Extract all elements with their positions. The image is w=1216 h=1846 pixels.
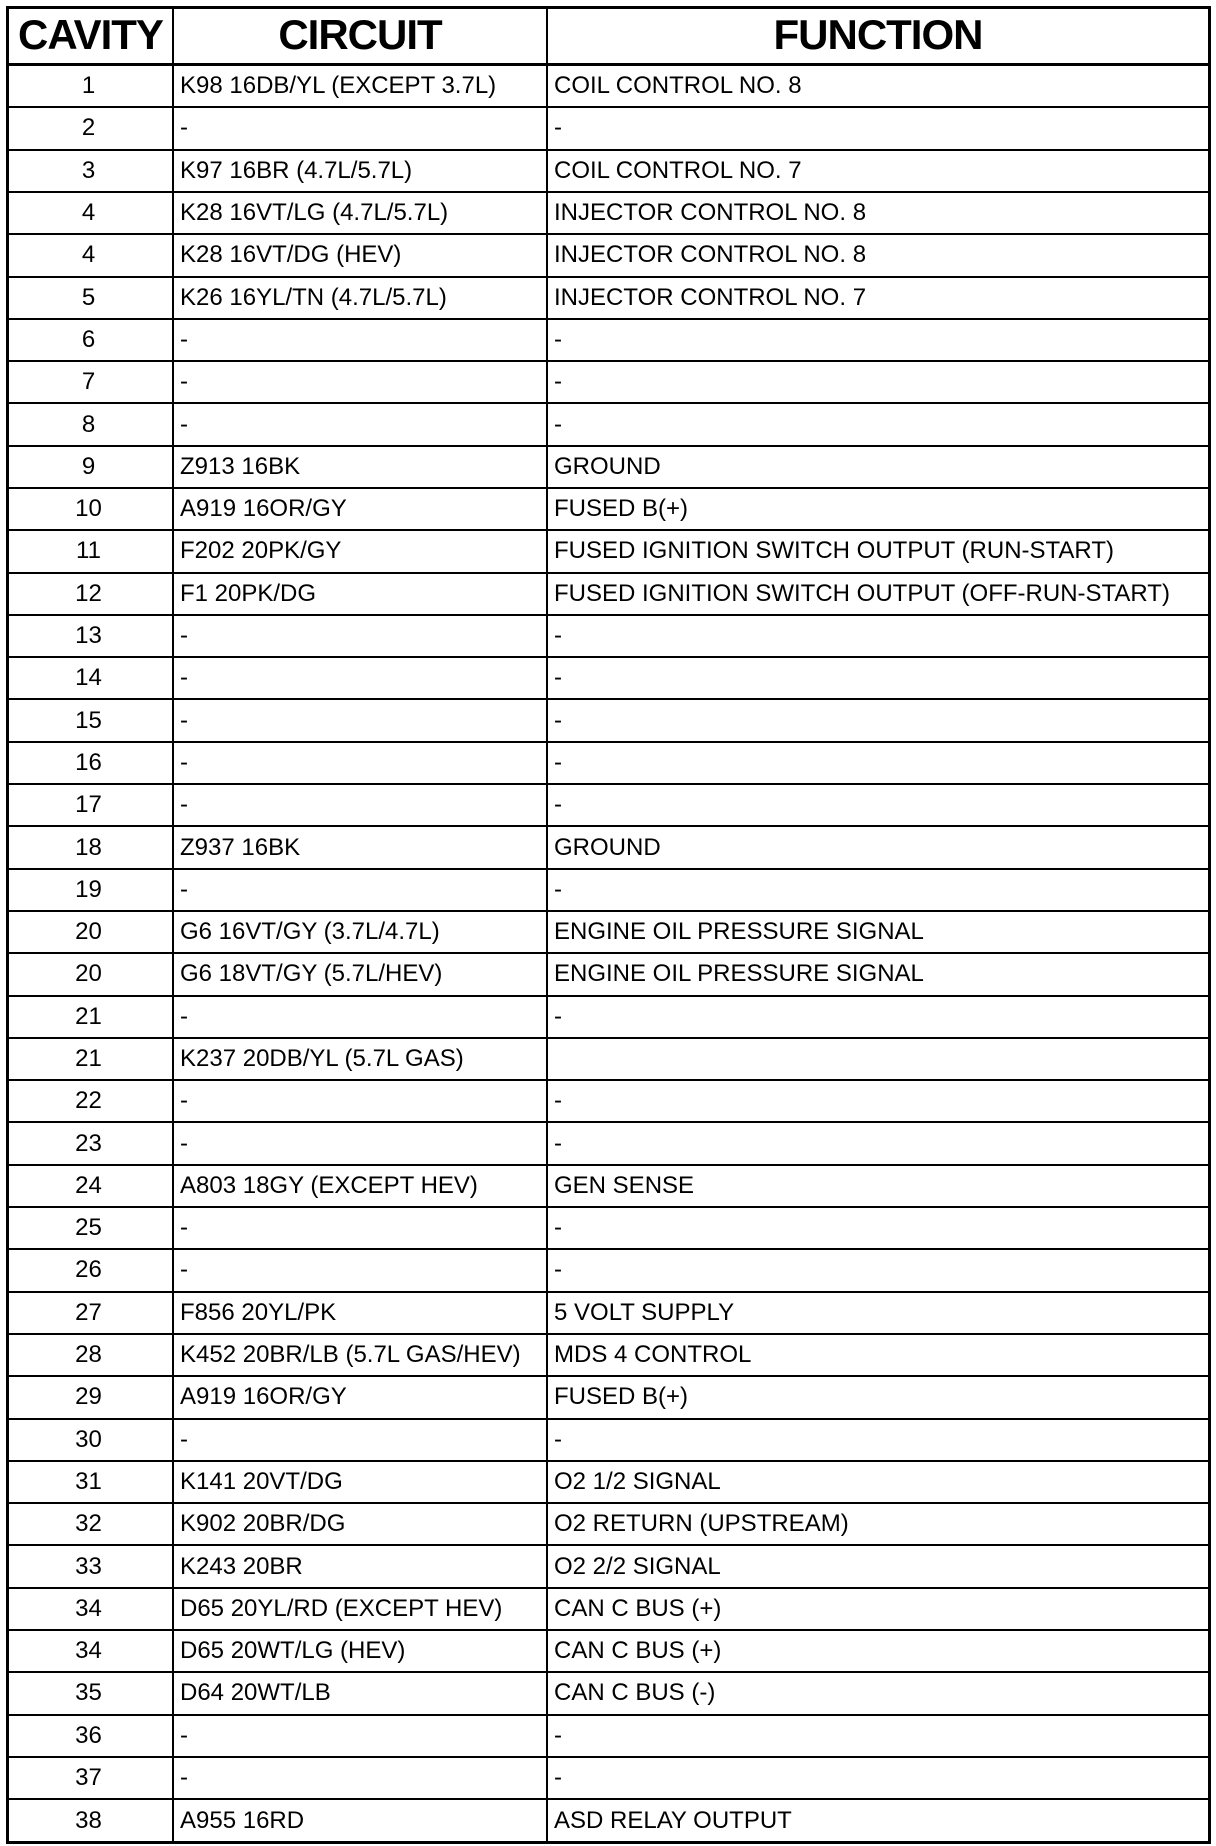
table-row bbox=[9, 1503, 1208, 1545]
circuit-cell: - bbox=[173, 1207, 547, 1249]
function-cell: COIL CONTROL NO. 7 bbox=[547, 150, 1208, 192]
cavity-cell: 18 bbox=[9, 826, 173, 868]
function-cell: O2 RETURN (UPSTREAM) bbox=[547, 1503, 1208, 1545]
cavity-cell: 34 bbox=[9, 1630, 173, 1672]
function-cell bbox=[547, 1038, 1208, 1080]
circuit-cell: K141 20VT/DG bbox=[173, 1461, 547, 1503]
circuit-cell: - bbox=[173, 107, 547, 149]
circuit-cell: G6 16VT/GY (3.7L/4.7L) bbox=[173, 911, 547, 953]
circuit-cell: D65 20YL/RD (EXCEPT HEV) bbox=[173, 1588, 547, 1630]
cavity-cell: 20 bbox=[9, 911, 173, 953]
table-row bbox=[9, 1038, 1208, 1080]
function-cell: - bbox=[547, 319, 1208, 361]
cavity-cell: 3 bbox=[9, 150, 173, 192]
function-cell: INJECTOR CONTROL NO. 8 bbox=[547, 234, 1208, 276]
table-row bbox=[9, 1165, 1208, 1207]
function-cell: - bbox=[547, 615, 1208, 657]
function-cell: O2 1/2 SIGNAL bbox=[547, 1461, 1208, 1503]
cavity-cell: 14 bbox=[9, 657, 173, 699]
cavity-cell: 24 bbox=[9, 1165, 173, 1207]
cavity-cell: 17 bbox=[9, 784, 173, 826]
function-cell: FUSED B(+) bbox=[547, 488, 1208, 530]
circuit-cell: - bbox=[173, 615, 547, 657]
circuit-cell: D65 20WT/LG (HEV) bbox=[173, 1630, 547, 1672]
cavity-cell: 31 bbox=[9, 1461, 173, 1503]
table-row bbox=[9, 657, 1208, 699]
function-cell: GROUND bbox=[547, 446, 1208, 488]
table-row bbox=[9, 826, 1208, 868]
table-row bbox=[9, 319, 1208, 361]
cavity-cell: 22 bbox=[9, 1080, 173, 1122]
cavity-cell: 15 bbox=[9, 699, 173, 741]
cavity-cell: 2 bbox=[9, 107, 173, 149]
table-row bbox=[9, 234, 1208, 276]
table-body bbox=[9, 65, 1208, 1842]
function-cell: CAN C BUS (-) bbox=[547, 1672, 1208, 1714]
circuit-cell: - bbox=[173, 699, 547, 741]
cavity-cell: 12 bbox=[9, 573, 173, 615]
circuit-column-header: CIRCUIT bbox=[173, 9, 547, 65]
cavity-cell: 8 bbox=[9, 403, 173, 445]
function-cell: CAN C BUS (+) bbox=[547, 1588, 1208, 1630]
function-cell: - bbox=[547, 1419, 1208, 1461]
table-row bbox=[9, 1334, 1208, 1376]
circuit-cell: K902 20BR/DG bbox=[173, 1503, 547, 1545]
cavity-cell: 23 bbox=[9, 1122, 173, 1164]
function-cell: - bbox=[547, 869, 1208, 911]
circuit-cell: Z913 16BK bbox=[173, 446, 547, 488]
cavity-cell: 35 bbox=[9, 1672, 173, 1714]
table-row bbox=[9, 1080, 1208, 1122]
function-cell: - bbox=[547, 361, 1208, 403]
function-cell: - bbox=[547, 742, 1208, 784]
circuit-cell: K26 16YL/TN (4.7L/5.7L) bbox=[173, 277, 547, 319]
table-row bbox=[9, 573, 1208, 615]
table-row bbox=[9, 869, 1208, 911]
table-row bbox=[9, 1207, 1208, 1249]
circuit-cell: G6 18VT/GY (5.7L/HEV) bbox=[173, 953, 547, 995]
circuit-cell: - bbox=[173, 784, 547, 826]
function-cell: ASD RELAY OUTPUT bbox=[547, 1799, 1208, 1841]
circuit-cell: K237 20DB/YL (5.7L GAS) bbox=[173, 1038, 547, 1080]
function-cell: - bbox=[547, 1122, 1208, 1164]
table-row bbox=[9, 107, 1208, 149]
cavity-cell: 38 bbox=[9, 1799, 173, 1841]
table-row bbox=[9, 361, 1208, 403]
cavity-cell: 34 bbox=[9, 1588, 173, 1630]
function-cell: - bbox=[547, 403, 1208, 445]
table-row bbox=[9, 911, 1208, 953]
circuit-cell: - bbox=[173, 1419, 547, 1461]
table-row bbox=[9, 1757, 1208, 1799]
function-cell: O2 2/2 SIGNAL bbox=[547, 1545, 1208, 1587]
table-row bbox=[9, 1376, 1208, 1418]
table-row bbox=[9, 403, 1208, 445]
circuit-cell: - bbox=[173, 657, 547, 699]
circuit-cell: - bbox=[173, 742, 547, 784]
function-cell: - bbox=[547, 1080, 1208, 1122]
cavity-cell: 7 bbox=[9, 361, 173, 403]
connector-pinout-table bbox=[9, 9, 1208, 1841]
table-row bbox=[9, 65, 1208, 108]
table-row bbox=[9, 277, 1208, 319]
cavity-cell: 4 bbox=[9, 192, 173, 234]
table-row bbox=[9, 1799, 1208, 1841]
cavity-cell: 28 bbox=[9, 1334, 173, 1376]
function-cell: 5 VOLT SUPPLY bbox=[547, 1292, 1208, 1334]
table-row bbox=[9, 1715, 1208, 1757]
table-row bbox=[9, 1672, 1208, 1714]
table-row bbox=[9, 699, 1208, 741]
circuit-cell: - bbox=[173, 403, 547, 445]
table-row bbox=[9, 996, 1208, 1038]
function-cell: COIL CONTROL NO. 8 bbox=[547, 65, 1208, 108]
cavity-cell: 26 bbox=[9, 1249, 173, 1291]
cavity-cell: 37 bbox=[9, 1757, 173, 1799]
function-cell: GROUND bbox=[547, 826, 1208, 868]
function-cell: - bbox=[547, 996, 1208, 1038]
cavity-cell: 4 bbox=[9, 234, 173, 276]
circuit-cell: K97 16BR (4.7L/5.7L) bbox=[173, 150, 547, 192]
function-cell: CAN C BUS (+) bbox=[547, 1630, 1208, 1672]
function-cell: - bbox=[547, 657, 1208, 699]
function-cell: - bbox=[547, 1207, 1208, 1249]
function-cell: - bbox=[547, 784, 1208, 826]
circuit-cell: D64 20WT/LB bbox=[173, 1672, 547, 1714]
circuit-cell: Z937 16BK bbox=[173, 826, 547, 868]
table-row bbox=[9, 446, 1208, 488]
function-cell: FUSED B(+) bbox=[547, 1376, 1208, 1418]
table-header bbox=[9, 9, 1208, 65]
circuit-cell: - bbox=[173, 1122, 547, 1164]
table-row bbox=[9, 488, 1208, 530]
circuit-cell: - bbox=[173, 1757, 547, 1799]
table-row bbox=[9, 1249, 1208, 1291]
table-row bbox=[9, 192, 1208, 234]
function-cell: ENGINE OIL PRESSURE SIGNAL bbox=[547, 953, 1208, 995]
circuit-cell: A919 16OR/GY bbox=[173, 488, 547, 530]
circuit-cell: K243 20BR bbox=[173, 1545, 547, 1587]
circuit-cell: - bbox=[173, 1080, 547, 1122]
cavity-column-header: CAVITY bbox=[9, 9, 173, 65]
cavity-cell: 33 bbox=[9, 1545, 173, 1587]
function-cell: - bbox=[547, 107, 1208, 149]
circuit-cell: K28 16VT/DG (HEV) bbox=[173, 234, 547, 276]
function-cell: INJECTOR CONTROL NO. 8 bbox=[547, 192, 1208, 234]
circuit-cell: - bbox=[173, 1249, 547, 1291]
circuit-cell: K28 16VT/LG (4.7L/5.7L) bbox=[173, 192, 547, 234]
cavity-cell: 25 bbox=[9, 1207, 173, 1249]
cavity-cell: 21 bbox=[9, 1038, 173, 1080]
table-row bbox=[9, 1292, 1208, 1334]
function-cell: FUSED IGNITION SWITCH OUTPUT (RUN-START) bbox=[547, 530, 1208, 572]
table-row bbox=[9, 784, 1208, 826]
function-cell: - bbox=[547, 1249, 1208, 1291]
function-cell: - bbox=[547, 1715, 1208, 1757]
table-row bbox=[9, 530, 1208, 572]
cavity-cell: 6 bbox=[9, 319, 173, 361]
cavity-cell: 10 bbox=[9, 488, 173, 530]
cavity-cell: 29 bbox=[9, 1376, 173, 1418]
circuit-cell: - bbox=[173, 869, 547, 911]
function-cell: INJECTOR CONTROL NO. 7 bbox=[547, 277, 1208, 319]
circuit-cell: K452 20BR/LB (5.7L GAS/HEV) bbox=[173, 1334, 547, 1376]
function-cell: - bbox=[547, 1757, 1208, 1799]
circuit-cell: - bbox=[173, 1715, 547, 1757]
table-row bbox=[9, 1588, 1208, 1630]
circuit-cell: A919 16OR/GY bbox=[173, 1376, 547, 1418]
cavity-cell: 11 bbox=[9, 530, 173, 572]
cavity-cell: 5 bbox=[9, 277, 173, 319]
circuit-cell: A955 16RD bbox=[173, 1799, 547, 1841]
function-cell: - bbox=[547, 699, 1208, 741]
circuit-cell: - bbox=[173, 319, 547, 361]
cavity-cell: 32 bbox=[9, 1503, 173, 1545]
function-cell: ENGINE OIL PRESSURE SIGNAL bbox=[547, 911, 1208, 953]
cavity-cell: 13 bbox=[9, 615, 173, 657]
circuit-cell: K98 16DB/YL (EXCEPT 3.7L) bbox=[173, 65, 547, 108]
header-row bbox=[9, 9, 1208, 65]
cavity-cell: 9 bbox=[9, 446, 173, 488]
circuit-cell: F1 20PK/DG bbox=[173, 573, 547, 615]
cavity-cell: 19 bbox=[9, 869, 173, 911]
table-row bbox=[9, 953, 1208, 995]
circuit-cell: A803 18GY (EXCEPT HEV) bbox=[173, 1165, 547, 1207]
table-row bbox=[9, 1545, 1208, 1587]
cavity-cell: 16 bbox=[9, 742, 173, 784]
table-row bbox=[9, 615, 1208, 657]
table-row bbox=[9, 150, 1208, 192]
circuit-cell: - bbox=[173, 996, 547, 1038]
cavity-cell: 1 bbox=[9, 65, 173, 108]
cavity-cell: 20 bbox=[9, 953, 173, 995]
cavity-cell: 27 bbox=[9, 1292, 173, 1334]
function-cell: GEN SENSE bbox=[547, 1165, 1208, 1207]
circuit-cell: F856 20YL/PK bbox=[173, 1292, 547, 1334]
circuit-cell: - bbox=[173, 361, 547, 403]
cavity-cell: 30 bbox=[9, 1419, 173, 1461]
table-row bbox=[9, 1630, 1208, 1672]
function-column-header: FUNCTION bbox=[547, 9, 1208, 65]
cavity-cell: 36 bbox=[9, 1715, 173, 1757]
table-row bbox=[9, 1419, 1208, 1461]
table-row bbox=[9, 1122, 1208, 1164]
connector-pinout-sheet bbox=[6, 6, 1211, 1844]
circuit-cell: F202 20PK/GY bbox=[173, 530, 547, 572]
table-row bbox=[9, 742, 1208, 784]
cavity-cell: 21 bbox=[9, 996, 173, 1038]
function-cell: FUSED IGNITION SWITCH OUTPUT (OFF-RUN-START) bbox=[547, 573, 1208, 615]
table-row bbox=[9, 1461, 1208, 1503]
function-cell: MDS 4 CONTROL bbox=[547, 1334, 1208, 1376]
